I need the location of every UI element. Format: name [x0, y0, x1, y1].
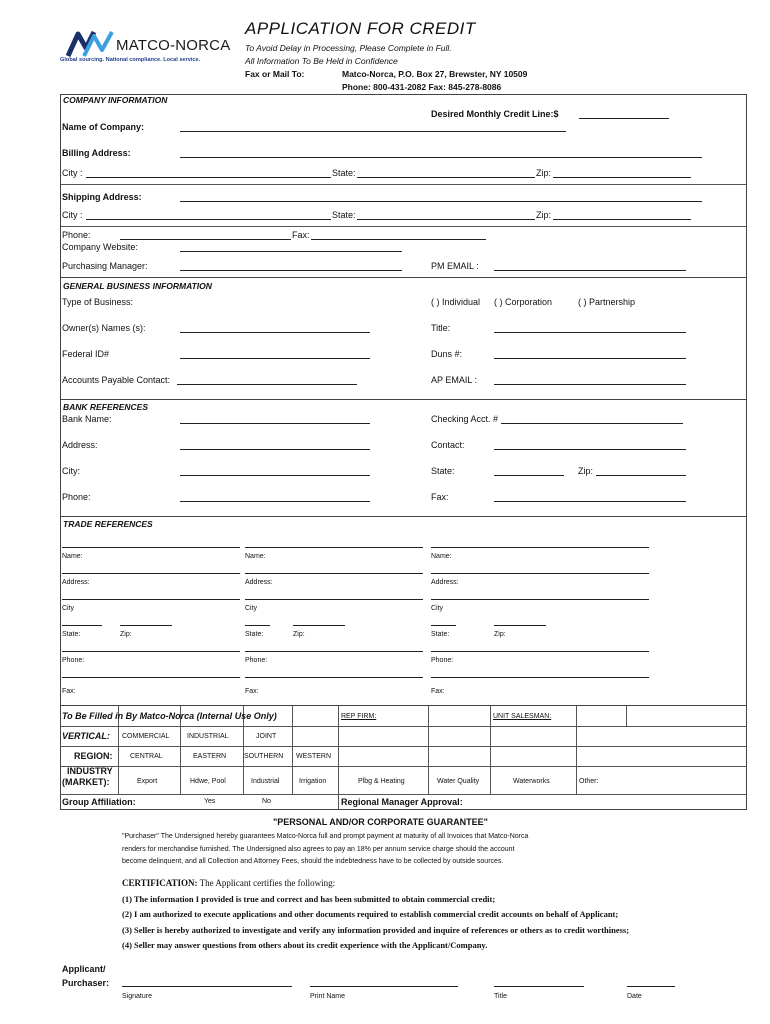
bank-zip-label: Zip:	[578, 466, 594, 476]
trade3-zip-label: Zip:	[494, 631, 506, 638]
shipping-address-label: Shipping Address:	[62, 192, 142, 202]
billing-city-field[interactable]	[86, 177, 331, 178]
trade3-state-label: State:	[431, 631, 450, 638]
trade2-name-field[interactable]	[245, 573, 423, 574]
form-title: APPLICATION FOR CREDIT	[245, 19, 476, 38]
section-border	[60, 516, 747, 517]
trade3-phone-field[interactable]	[431, 677, 649, 678]
bank-address-field[interactable]	[180, 449, 370, 450]
trade3-address-field[interactable]	[431, 599, 649, 600]
mailing-address: Matco-Norca, P.O. Box 27, Brewster, NY 10509	[342, 69, 528, 79]
trade2-fax-label: Fax:	[245, 688, 259, 695]
section-border	[60, 277, 747, 278]
billing-address-field[interactable]	[180, 157, 702, 158]
regional-approval-label: Regional Manager Approval:	[341, 797, 463, 807]
trade3-fax-label: Fax:	[431, 688, 445, 695]
trade3-address-label: Address:	[431, 579, 459, 586]
trade2-phone-label: Phone:	[245, 657, 268, 664]
trade1-address-field[interactable]	[62, 599, 240, 600]
certification-item: (4) Seller may answer questions from others about its credit experience with the Applicant/Company.	[122, 940, 488, 950]
divider	[61, 226, 746, 227]
central-option[interactable]: CENTRAL	[130, 753, 163, 760]
trade2-city-field-b[interactable]	[293, 625, 345, 626]
website-field[interactable]	[180, 251, 402, 252]
trade1-name-label: Name:	[62, 553, 83, 560]
industrial-option[interactable]: INDUSTRIAL	[187, 733, 229, 740]
bank-city-label: City:	[62, 466, 80, 476]
trade1-fax-label: Fax:	[62, 688, 76, 695]
section-heading: BANK REFERENCES	[63, 402, 149, 412]
fax-mail-label: Fax or Mail To:	[245, 69, 305, 79]
bank-state-field[interactable]	[494, 475, 564, 476]
corporation-option[interactable]: ( ) Corporation	[494, 297, 553, 307]
grid-line	[428, 705, 429, 795]
bank-name-label: Bank Name:	[62, 414, 112, 424]
bank-city-field[interactable]	[180, 475, 370, 476]
bank-state-label: State:	[431, 466, 455, 476]
irrigation-option[interactable]: Irrigation	[299, 778, 327, 785]
title-field[interactable]	[494, 986, 584, 987]
certification-heading: CERTIFICATION:	[122, 878, 198, 888]
trade1-state-label: State:	[62, 631, 81, 638]
bank-zip-field[interactable]	[596, 475, 686, 476]
phone-label: Phone:	[62, 230, 91, 240]
billing-state-label: State:	[332, 168, 356, 178]
divider	[61, 184, 746, 185]
eastern-option[interactable]: EASTERN	[193, 753, 227, 760]
bank-phone-label: Phone:	[62, 492, 91, 502]
trade3-phone-label: Phone:	[431, 657, 454, 664]
trade2-address-field[interactable]	[245, 599, 423, 600]
section-heading: TRADE REFERENCES	[63, 519, 153, 529]
trade1-city-field-a[interactable]	[62, 625, 102, 626]
signature-field[interactable]	[122, 986, 292, 987]
shipping-state-field[interactable]	[357, 219, 535, 220]
phone-field[interactable]	[120, 239, 291, 240]
title-caption: Title	[494, 993, 507, 1000]
bank-name-field[interactable]	[180, 423, 370, 424]
trade1-phone-field[interactable]	[62, 677, 240, 678]
grid-line	[60, 809, 747, 810]
federal-id-field[interactable]	[180, 358, 370, 359]
title-field[interactable]	[494, 332, 686, 333]
trade3-city-field-a[interactable]	[431, 625, 456, 626]
bank-contact-field[interactable]	[494, 449, 686, 450]
grid-line	[60, 794, 747, 795]
frame-left	[60, 94, 61, 810]
trade1-state-field[interactable]	[62, 651, 240, 652]
group-affiliation-label: Group Affiliation:	[62, 797, 136, 807]
shipping-city-label: City :	[62, 210, 83, 220]
grid-line	[626, 705, 627, 726]
print-name-field[interactable]	[310, 986, 458, 987]
date-field[interactable]	[627, 986, 675, 987]
yes-option[interactable]: Yes	[204, 798, 216, 805]
trade3-city-field-b[interactable]	[494, 625, 546, 626]
western-option[interactable]: WESTERN	[296, 753, 331, 760]
company-logo	[60, 30, 242, 66]
section-heading: GENERAL BUSINESS INFORMATION	[63, 281, 212, 291]
joint-option[interactable]: JOINT	[256, 733, 277, 740]
ap-email-label: AP EMAIL :	[431, 375, 478, 385]
applicant-label: Applicant/	[62, 964, 106, 974]
certification-item: (2) I am authorized to execute applications and other documents required to establish commercial credit accounts on behalf of Applicant;	[122, 909, 619, 919]
trade2-state-field[interactable]	[245, 651, 423, 652]
grid-line	[338, 705, 339, 809]
pm-email-field[interactable]	[494, 270, 686, 271]
rep-firm-label: REP FIRM:	[341, 713, 377, 720]
shipping-state-label: State:	[332, 210, 356, 220]
date-caption: Date	[627, 993, 642, 1000]
trade2-zip-label: Zip:	[293, 631, 305, 638]
trade1-phone-label: Phone:	[62, 657, 85, 664]
trade1-zip-label: Zip:	[120, 631, 132, 638]
trade2-state-label: State:	[245, 631, 264, 638]
fax-label: Fax:	[292, 230, 310, 240]
internal-heading: To Be Filled in By Matco-Norca (Internal Use Only)	[62, 711, 277, 721]
contact-phone-fax: Phone: 800-431-2082 Fax: 845-278-8086	[342, 82, 502, 92]
section-border	[60, 399, 747, 400]
logo-tagline: Global sourcing. National compliance. Local service.	[60, 57, 201, 63]
export-option[interactable]: Export	[137, 778, 158, 785]
title-label: Title:	[431, 323, 451, 333]
trade1-address-label: Address:	[62, 579, 90, 586]
ap-email-field[interactable]	[494, 384, 686, 385]
individual-option[interactable]: ( ) Individual	[431, 297, 481, 307]
water-quality-option[interactable]: Water Quality	[437, 778, 480, 785]
guarantee-line-1: "Purchaser" The Undersigned hereby guarantees Matco-Norca full and prompt payment at maturity of all Invoices that Matco-Norca	[122, 833, 529, 840]
trade1-top-line	[62, 547, 240, 548]
billing-zip-label: Zip:	[536, 168, 552, 178]
bank-phone-field[interactable]	[180, 501, 370, 502]
billing-state-field[interactable]	[357, 177, 535, 178]
other-option[interactable]: Other:	[579, 778, 599, 785]
trade2-phone-field[interactable]	[245, 677, 423, 678]
header-subtitle-2: All Information To Be Held in Confidence	[245, 56, 398, 66]
purchasing-manager-field[interactable]	[180, 270, 402, 271]
logo-mark-icon	[66, 30, 116, 58]
purchasing-manager-label: Purchasing Manager:	[62, 261, 148, 271]
header-subtitle-1: To Avoid Delay in Processing, Please Complete in Full.	[245, 43, 452, 53]
billing-zip-field[interactable]	[553, 177, 691, 178]
certification-intro: The Applicant certifies the following:	[199, 878, 336, 888]
section-heading: COMPANY INFORMATION	[63, 95, 168, 105]
trade2-city-label: City	[245, 605, 258, 612]
shipping-zip-field[interactable]	[553, 219, 691, 220]
trade1-city-field-b[interactable]	[120, 625, 172, 626]
duns-label: Duns #:	[431, 349, 463, 359]
unit-salesman-label: UNIT SALESMAN:	[493, 713, 552, 720]
trade3-state-field[interactable]	[431, 651, 649, 652]
grid-line	[60, 746, 747, 747]
billing-city-label: City :	[62, 168, 83, 178]
billing-address-label: Billing Address:	[62, 148, 131, 158]
southern-option[interactable]: SOUTHERN	[244, 753, 284, 760]
certification-item: (1) The information I provided is true and correct and has been submitted to obtain commercial credit;	[122, 894, 496, 904]
frame-right	[746, 94, 747, 810]
owners-label: Owner(s) Names (s):	[62, 323, 146, 333]
grid-line	[292, 705, 293, 795]
partnership-option[interactable]: ( ) Partnership	[578, 297, 636, 307]
guarantee-heading: "PERSONAL AND/OR CORPORATE GUARANTEE"	[273, 817, 488, 827]
pm-email-label: PM EMAIL :	[431, 261, 479, 271]
grid-line	[60, 726, 747, 727]
shipping-address-field[interactable]	[180, 201, 702, 202]
grid-line	[576, 705, 577, 795]
market-label: (MARKET):	[62, 777, 110, 787]
trade2-city-field-a[interactable]	[245, 625, 270, 626]
trade3-city-label: City	[431, 605, 444, 612]
checking-acct-field[interactable]	[501, 423, 683, 424]
no-option[interactable]: No	[262, 798, 271, 805]
credit-line-label: Desired Monthly Credit Line:$	[431, 109, 559, 119]
company-name-label: Name of Company:	[62, 122, 145, 132]
plbg-heating-option[interactable]: Plbg & Heating	[358, 778, 405, 785]
federal-id-label: Federal ID#	[62, 349, 110, 359]
shipping-city-field[interactable]	[86, 219, 331, 220]
trade3-name-field[interactable]	[431, 573, 649, 574]
industrial-market-option[interactable]: Industrial	[251, 778, 280, 785]
trade1-name-field[interactable]	[62, 573, 240, 574]
logo-brand: MATCO-NORCA	[116, 37, 231, 54]
print-name-caption: Print Name	[310, 993, 346, 1000]
trade2-top-line	[245, 547, 423, 548]
bank-address-label: Address:	[62, 440, 98, 450]
grid-line	[60, 705, 747, 706]
signature-caption: Signature	[122, 993, 152, 1000]
fax-field[interactable]	[311, 239, 486, 240]
ap-contact-field[interactable]	[177, 384, 357, 385]
trade2-address-label: Address:	[245, 579, 273, 586]
trade1-city-label: City	[62, 605, 75, 612]
shipping-zip-label: Zip:	[536, 210, 552, 220]
trade3-name-label: Name:	[431, 553, 452, 560]
guarantee-line-2: renders for merchandise furnished. The Undersigned also agrees to pay an 18% per annum service charge should the account	[122, 846, 515, 853]
website-label: Company Website:	[62, 242, 138, 252]
duns-field[interactable]	[494, 358, 686, 359]
waterworks-option[interactable]: Waterworks	[513, 778, 550, 785]
certification-header	[122, 878, 335, 888]
owners-field[interactable]	[180, 332, 370, 333]
grid-line	[490, 705, 491, 795]
hdwe-pool-option[interactable]: Hdwe, Pool	[190, 778, 226, 785]
ap-contact-label: Accounts Payable Contact:	[62, 375, 171, 385]
trade3-top-line	[431, 547, 649, 548]
bank-contact-label: Contact:	[431, 440, 465, 450]
certification-item: (3) Seller is hereby authorized to investigate and verify any information provided and inquire of references or others as to credit worthiness;	[122, 925, 630, 935]
grid-line	[60, 766, 747, 767]
vertical-label: VERTICAL:	[62, 731, 110, 741]
commercial-option[interactable]: COMMERCIAL	[122, 733, 170, 740]
credit-line-field[interactable]	[579, 118, 669, 119]
company-name-field[interactable]	[180, 131, 566, 132]
checking-acct-label: Checking Acct. #	[431, 414, 499, 424]
industry-label: INDUSTRY	[67, 766, 113, 776]
bank-fax-label: Fax:	[431, 492, 449, 502]
bank-fax-field[interactable]	[494, 501, 686, 502]
region-label: REGION:	[74, 751, 113, 761]
business-type-label: Type of Business:	[62, 297, 134, 307]
trade2-name-label: Name:	[245, 553, 266, 560]
purchaser-label: Purchaser:	[62, 978, 110, 988]
guarantee-line-3: become delinquent, and all Collection and Attorney Fees, should the indebtedness have to be collected by outside sources.	[122, 858, 504, 865]
